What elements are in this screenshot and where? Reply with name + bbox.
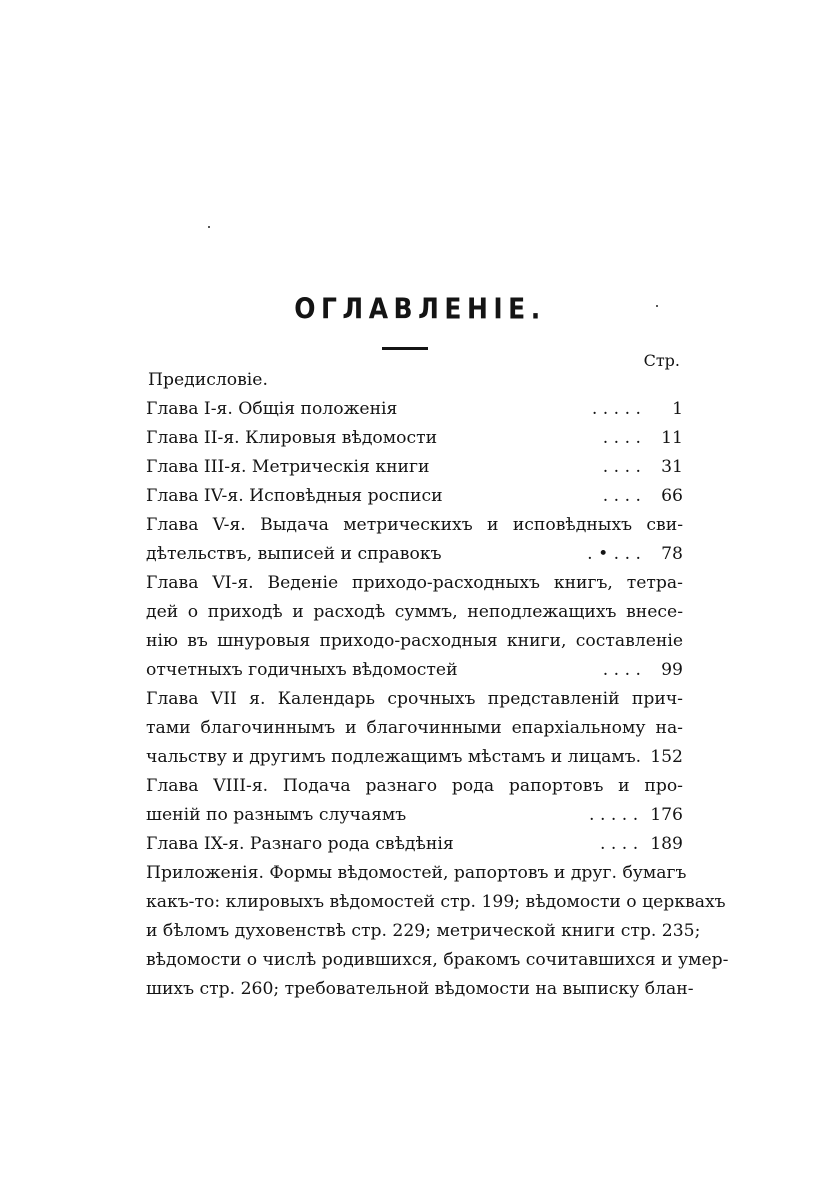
toc-line xyxy=(146,511,683,540)
toc-entry-chapter-7 xyxy=(146,685,683,772)
toc-line-text: нію въ шнуровыя приходо-расходныя книги, составленіе xyxy=(146,631,683,651)
dot-leader: . . . . xyxy=(599,834,639,854)
dot-leader: . . . . xyxy=(602,428,641,448)
dot-leader: . . . . . xyxy=(591,399,641,419)
toc-preface: Предисловіе. xyxy=(148,370,268,390)
toc-line-text: Глава II-я. Клировыя вѣдомости xyxy=(146,428,438,448)
toc-line xyxy=(146,598,683,627)
dot-leader: . . . . . xyxy=(589,805,639,825)
toc-line xyxy=(146,772,683,801)
toc-page-number: 78 xyxy=(661,544,683,564)
toc-line-text: Глава III-я. Метрическія книги xyxy=(146,457,430,477)
dot-leader: . • . . . xyxy=(587,544,641,564)
toc-line xyxy=(146,888,726,917)
toc-entry-chapter-3 xyxy=(146,453,683,482)
toc-line xyxy=(146,627,683,656)
toc-line xyxy=(146,801,683,830)
toc-page-number: 31 xyxy=(661,457,683,477)
toc-page-number: 66 xyxy=(661,486,683,506)
toc-line-text: шихъ стр. 260; требовательной вѣдомости на выписку блан- xyxy=(146,979,694,999)
toc-entry-appendix xyxy=(146,859,729,1004)
page-column-header: Стр. xyxy=(643,351,680,370)
toc-entry-chapter-2 xyxy=(146,424,683,453)
toc-line-text: Глава IX-я. Разнаго рода свѣдѣнія xyxy=(146,834,454,854)
toc-line-text: Глава V-я. Выдача метрическихъ и исповѣдныхъ сви- xyxy=(146,515,683,535)
dot-leader: . . . . xyxy=(602,457,641,477)
toc-page-number: 176 xyxy=(650,805,683,825)
toc-page-number: 152 xyxy=(650,747,683,767)
toc-line-text: и бѣломъ духовенствѣ стр. 229; метрической книги стр. 235; xyxy=(146,921,701,941)
toc-line xyxy=(146,685,683,714)
dot-leader: . . . . xyxy=(602,660,641,680)
toc-line xyxy=(146,714,683,743)
toc-line-text: Глава VIII-я. Подача разнаго рода рапортовъ и про- xyxy=(146,776,683,796)
toc-line xyxy=(146,917,701,946)
toc-page-number: 99 xyxy=(661,660,683,680)
toc-entry-chapter-5 xyxy=(146,511,683,569)
toc-line-text: Глава IV-я. Исповѣдныя росписи xyxy=(146,486,443,506)
table-of-contents xyxy=(146,366,729,1004)
toc-line xyxy=(146,482,683,511)
dot-leader: . xyxy=(635,747,642,767)
toc-line-text: шеній по разнымъ случаямъ xyxy=(146,805,407,825)
toc-line-text: тами благочиннымъ и благочинными епархіальному на- xyxy=(146,718,683,738)
toc-line xyxy=(146,830,683,859)
toc-page-number: 189 xyxy=(650,834,683,854)
toc-line-text: какъ-то: клировыхъ вѣдомостей стр. 199; вѣдомости о церквахъ xyxy=(146,892,726,912)
toc-entry-chapter-8 xyxy=(146,772,683,830)
toc-line-text: чальству и другимъ подлежащимъ мѣстамъ и лицамъ xyxy=(146,747,636,767)
toc-line-text: Глава VII я. Календарь срочныхъ представленій прич- xyxy=(146,689,683,709)
toc-line xyxy=(146,975,694,1004)
toc-line xyxy=(146,656,683,685)
toc-page-number: 11 xyxy=(661,428,683,448)
page-title: ОГЛАВЛЕНІЕ. xyxy=(294,292,546,326)
toc-entry-chapter-6 xyxy=(146,569,683,685)
toc-line-text: Глава I-я. Общія положенія xyxy=(146,399,398,419)
ink-speck xyxy=(208,226,210,228)
toc-line-text: отчетныхъ годичныхъ вѣдомостей xyxy=(146,660,458,680)
toc-entry-chapter-9 xyxy=(146,830,683,859)
toc-line-text: вѣдомости о числѣ родившихся, бракомъ сочитавшихся и умер- xyxy=(146,950,729,970)
dot-leader: . . . . xyxy=(602,486,641,506)
toc-line-text: Глава VI-я. Веденіе приходо-расходныхъ книгъ, тетра- xyxy=(146,573,683,593)
toc-line xyxy=(146,395,683,424)
title-divider xyxy=(382,347,428,350)
toc-line xyxy=(146,569,683,598)
toc-line-text: дей о приходѣ и расходѣ суммъ, неподлежащихъ внесе- xyxy=(146,602,683,622)
toc-entry-chapter-4 xyxy=(146,482,683,511)
toc-line xyxy=(146,743,683,772)
toc-entry-chapter-1 xyxy=(146,395,683,424)
toc-line-text: Приложенія. Формы вѣдомостей, рапортовъ и друг. бумагъ xyxy=(146,863,687,883)
toc-line xyxy=(146,946,729,975)
toc-line xyxy=(146,453,683,482)
toc-page-number: 1 xyxy=(672,399,683,419)
toc-line xyxy=(146,424,683,453)
toc-line xyxy=(146,540,683,569)
toc-line xyxy=(146,859,687,888)
toc-line-text: дѣтельствъ, выписей и справокъ xyxy=(146,544,442,564)
